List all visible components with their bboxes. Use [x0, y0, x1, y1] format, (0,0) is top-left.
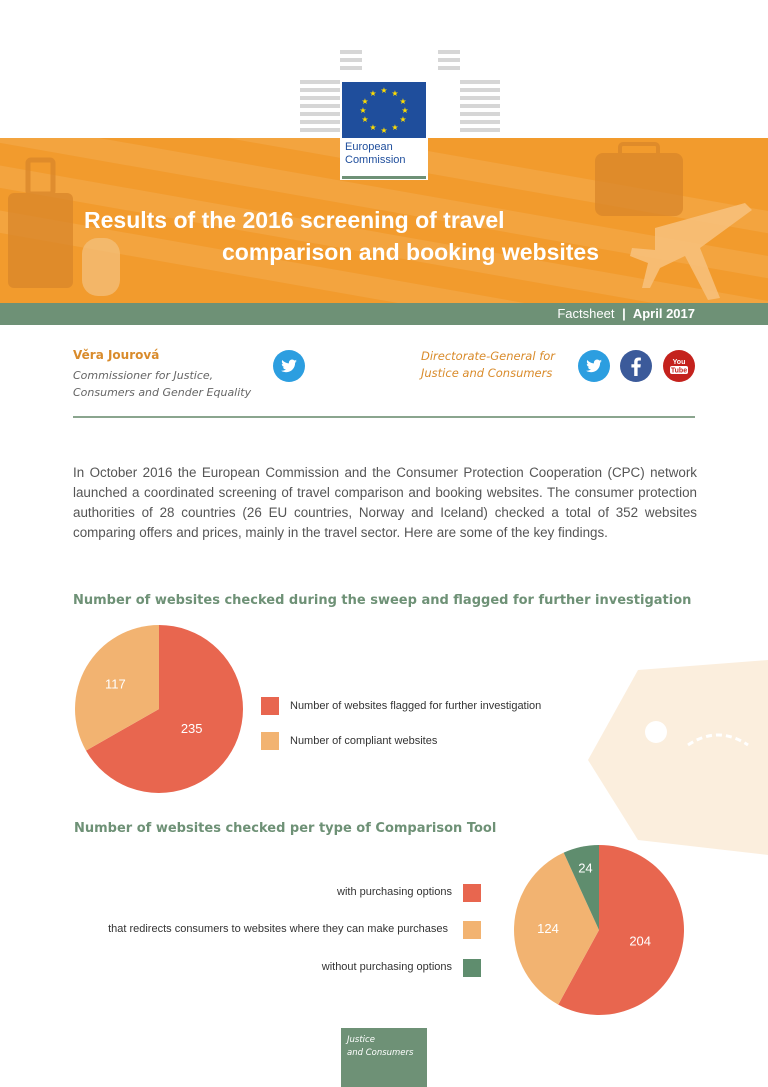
- chart1-value-label-0: 235: [180, 720, 203, 736]
- legend2-no-purchasing-swatch: [463, 959, 481, 977]
- title-line1: Results of the 2016 screening of travel: [84, 207, 505, 233]
- chart2-title: Number of websites checked per type of Comparison Tool: [74, 821, 497, 836]
- commissioner-role-line1: Commissioner for Justice,: [73, 369, 214, 382]
- airplane-icon: [630, 203, 752, 300]
- svg-text:★: ★: [359, 106, 367, 115]
- section-divider: [73, 416, 695, 418]
- footer-line1: Justice: [347, 1035, 375, 1045]
- chart2-pie: [513, 844, 685, 1016]
- intro-paragraph: In October 2016 the European Commission and the Consumer Protection Cooperation (CPC) network launched a coordinated screening of travel comparison and booking websites. The consumer protection authorities of 28 countries (26 EU countries, Norway and Iceland) checked a total of 352 websites comparing offers and prices, mainly in the travel sector. Here are some of the key findings.: [73, 465, 697, 540]
- svg-text:★: ★: [401, 106, 409, 115]
- legend1-flagged-swatch: [261, 697, 279, 715]
- youtube-tube-text: Tube: [670, 367, 688, 375]
- svg-text:★: ★: [391, 123, 399, 132]
- dg-line1: Directorate-General for: [421, 349, 556, 363]
- svg-text:★: ★: [369, 89, 377, 98]
- svg-text:★: ★: [369, 123, 377, 132]
- suitcase-icon: [8, 193, 73, 288]
- commissioner-role: [73, 367, 273, 401]
- legend2-purchasing-label: with purchasing options: [337, 886, 452, 898]
- logo-text: [345, 141, 427, 167]
- svg-text:★: ★: [399, 115, 407, 124]
- factsheet-type: Factsheet: [557, 306, 615, 321]
- twitter-icon[interactable]: [273, 350, 305, 382]
- legend2-redirect-label: that redirects consumers to websites where they can make purchases: [108, 923, 448, 935]
- chart1-pie: [74, 624, 244, 794]
- logo-line2: Commission: [345, 154, 406, 166]
- logo-line1: European: [345, 141, 393, 153]
- youtube-icon[interactable]: [663, 350, 695, 382]
- legend2-redirect-swatch: [463, 921, 481, 939]
- footer-line2: and Consumers: [347, 1048, 414, 1058]
- luggage-tag-decoration: [578, 660, 768, 860]
- document-title: [84, 204, 644, 268]
- commissioner-name: Věra Jourová: [73, 348, 160, 362]
- commissioner-role-line2: Consumers and Gender Equality: [73, 386, 252, 399]
- chart2-value-label-2: 24: [578, 860, 593, 876]
- chart2-value-label-1: 124: [537, 921, 559, 937]
- chart1-title: Number of websites checked during the sweep and flagged for further investigation: [73, 593, 692, 608]
- svg-text:★: ★: [361, 115, 369, 124]
- svg-text:★: ★: [361, 97, 369, 106]
- svg-text:★: ★: [399, 97, 407, 106]
- legend1-flagged-label: Number of websites flagged for further investigation: [290, 700, 542, 712]
- facebook-icon[interactable]: [620, 350, 652, 382]
- twitter-icon[interactable]: [578, 350, 610, 382]
- legend2-no-purchasing-label: without purchasing options: [321, 961, 452, 973]
- chart2-value-label-0: 204: [629, 933, 652, 949]
- svg-text:★: ★: [380, 86, 388, 95]
- youtube-you-text: You: [672, 359, 686, 366]
- svg-text:★: ★: [380, 126, 388, 135]
- factsheet-label: [557, 306, 695, 321]
- chart1-value-label-1: 117: [105, 676, 126, 692]
- dg-line2: Justice and Consumers: [421, 366, 553, 380]
- legend2-purchasing-swatch: [463, 884, 481, 902]
- legend1-compliant-swatch: [261, 732, 279, 750]
- directorate-general: [421, 348, 581, 382]
- footer-dg-badge: [341, 1028, 427, 1087]
- factsheet-separator: |: [622, 306, 626, 321]
- title-line2: comparison and booking websites: [222, 239, 600, 265]
- legend1-compliant-label: Number of compliant websites: [290, 735, 438, 747]
- svg-text:★: ★: [391, 89, 399, 98]
- factsheet-date: April 2017: [632, 306, 695, 321]
